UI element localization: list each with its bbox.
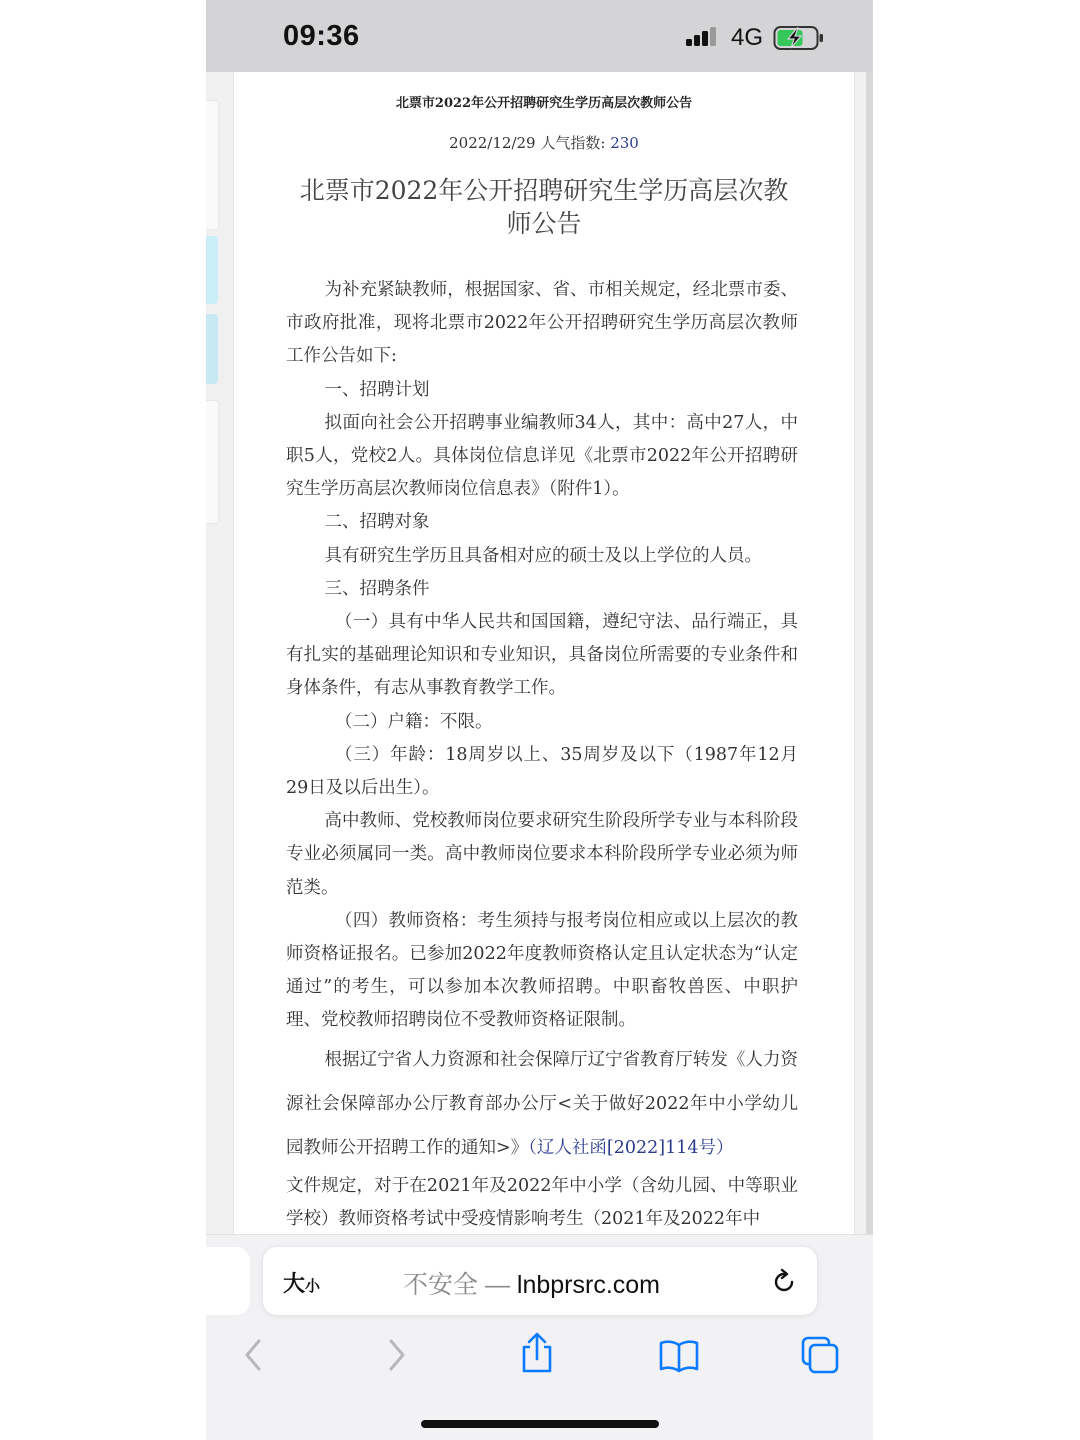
section-heading: 三、招聘条件 [324, 578, 430, 599]
domain-label: lnbprsrc.com [516, 1271, 660, 1299]
phone-screen [206, 0, 873, 1440]
paragraph: 文件规定，对于在2021年及2022年中小学（含幼儿园、中等职业学校）教师资格考试中受疫情影响考生（2021年及2022年中 [286, 1175, 798, 1229]
section-heading: 一、招聘计划 [324, 379, 430, 400]
article-body [286, 274, 798, 1234]
header-title: 北票市2022年公开招聘研究生学历高层次教师公告 [395, 96, 693, 111]
views-label: 人气指数: [540, 134, 606, 152]
side-block [206, 400, 219, 524]
side-block [206, 314, 218, 384]
article-title: 北票市2022年公开招聘研究生学历高层次教师公告 [299, 176, 789, 238]
status-bar [206, 0, 873, 72]
paragraph [286, 1038, 798, 1170]
status-time: 09:36 [283, 20, 360, 52]
text-size-button[interactable] [283, 1267, 320, 1298]
paragraph: （三）年龄：18周岁以上、35周岁及以下（1987年12月29日及以后出生）。 [286, 744, 798, 799]
side-block [206, 100, 219, 230]
url-display[interactable] [403, 1265, 660, 1301]
forward-icon[interactable] [382, 1335, 412, 1375]
paragraph: 高中教师、党校教师岗位要求研究生阶段所学专业与本科阶段专业必须属同一类。高中教师岗位要求本科阶段所学专业必须为师范类。 [286, 811, 798, 898]
scrollbar[interactable] [866, 72, 873, 1234]
battery-charging-icon [773, 24, 825, 52]
tabs-icon[interactable] [800, 1335, 840, 1375]
paragraph-text: 根据辽宁省人力资源和社会保障厅辽宁省教育厅转发《人力资源社会保障部办公厅教育部办公厅<关于做好2022年中小学幼儿园教师公开招聘工作的通知>》 [286, 1049, 798, 1158]
previous-tab-peek[interactable] [206, 1247, 250, 1315]
home-indicator [421, 1420, 659, 1428]
side-column [206, 100, 218, 560]
article-meta [234, 132, 854, 153]
article-page [233, 72, 855, 1234]
paragraph: 为补充紧缺教师，根据国家、省、市相关规定，经北票市委、市政府批准，现将北票市2022年公开招聘研究生学历高层次教师工作公告如下: [286, 280, 798, 367]
signal-icon [684, 26, 720, 48]
paragraph: （二）户籍：不限。 [335, 711, 493, 732]
side-block [206, 236, 218, 304]
section-heading: 二、招聘对象 [324, 512, 430, 533]
browser-toolbar [206, 1234, 873, 1440]
paragraph: 具有研究生学历且具备相对应的硕士及以上学位的人员。 [324, 545, 762, 566]
text-size-large: 大 [283, 1272, 306, 1297]
publish-date: 2022/12/29 [449, 134, 536, 152]
paragraph: （一）具有中华人民共和国国籍，遵纪守法、品行端正，具有扎实的基础理论知识和专业知识，具备岗位所需要的专业条件和身体条件，有志从事教育教学工作。 [286, 612, 798, 699]
paragraph: （四）教师资格：考生须持与报考岗位相应或以上层次的教师资格证报名。已参加2022年度教师资格认定且认定状态为“认定通过”的考生，可以参加本次教师招聘。中职畜牧兽医、中职护理、党校教师招聘岗位不受教师资格证限制。 [286, 910, 798, 1031]
web-content[interactable] [206, 72, 873, 1234]
reload-icon[interactable] [769, 1267, 799, 1297]
network-label: 4G [731, 24, 764, 51]
policy-link[interactable]: （辽人社函[2022]114号） [528, 1137, 734, 1158]
security-label: 不安全 — [403, 1271, 517, 1299]
back-icon[interactable] [238, 1335, 268, 1375]
paragraph: 拟面向社会公开招聘事业编教师34人，其中：高中27人，中职5人，党校2人。具体岗位信息详见《北票市2022年公开招聘研究生学历高层次教师岗位信息表》（附件1）。 [286, 412, 798, 500]
address-bar[interactable] [263, 1247, 817, 1315]
views-count: 230 [610, 134, 639, 152]
bookmarks-icon[interactable] [658, 1335, 700, 1375]
text-size-small: 小 [305, 1277, 321, 1295]
share-icon[interactable] [518, 1331, 556, 1375]
